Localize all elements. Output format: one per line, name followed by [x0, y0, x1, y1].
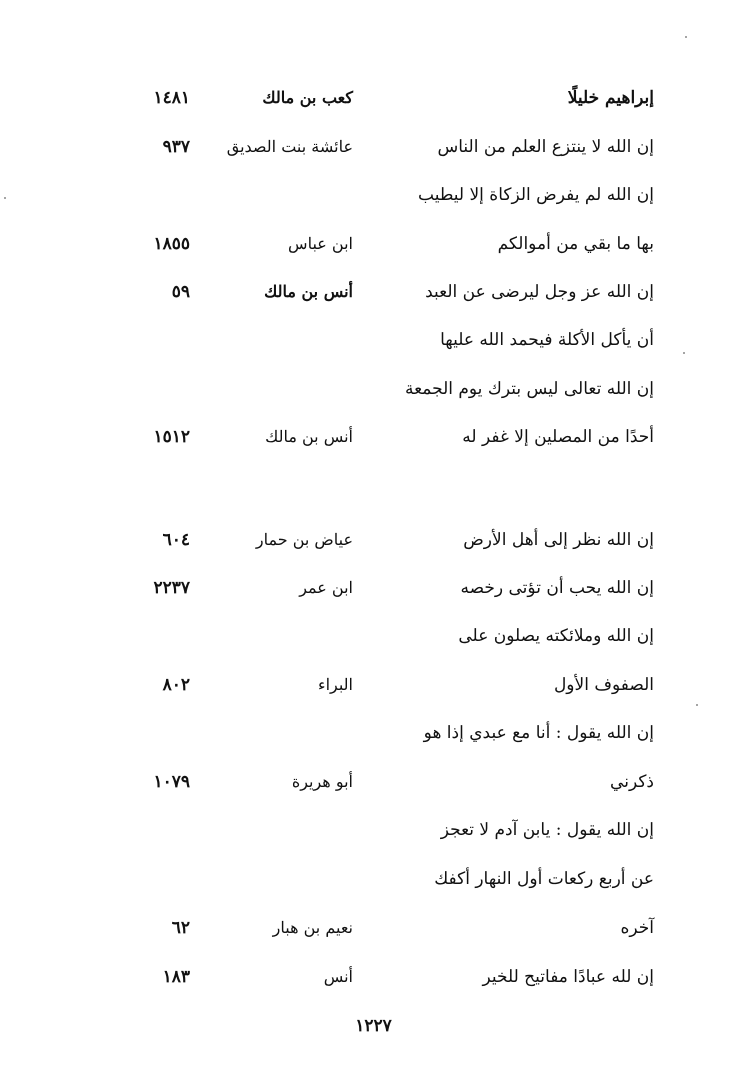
hadith-text: إن الله يقول : يابن آدم لا تعجز: [440, 820, 654, 840]
index-row: [0, 325, 747, 365]
index-row: [0, 913, 747, 953]
hadith-text: إن الله يقول : أنا مع عبدي إذا هو: [423, 723, 654, 743]
narrator-name: ابن عمر: [299, 578, 353, 597]
index-row: [0, 525, 747, 565]
hadith-text: بها ما بقي من أموالكم: [497, 234, 654, 254]
hadith-number: ١٤٨١: [153, 88, 190, 108]
index-row: [0, 621, 747, 661]
hadith-number: ٦٠٤: [162, 530, 190, 550]
hadith-text: إن الله عز وجل ليرضى عن العبد: [425, 282, 654, 302]
narrator-name: عياض بن حمار: [255, 530, 353, 549]
narrator-name: عائشة بنت الصديق: [226, 137, 353, 156]
hadith-text: ذكرني: [610, 772, 654, 792]
scan-speck: [683, 352, 685, 354]
index-row: [0, 132, 747, 172]
hadith-text: إبراهيم خليلًا: [567, 88, 654, 108]
hadith-number: ٢٢٣٧: [153, 578, 190, 598]
narrator-name: ابن عباس: [288, 234, 353, 253]
hadith-number: ٩٣٧: [162, 137, 190, 157]
index-row: [0, 670, 747, 710]
index-row: [0, 374, 747, 414]
hadith-text: إن الله لا ينتزع العلم من الناس: [437, 137, 654, 157]
index-row: [0, 277, 747, 317]
hadith-number: ٨٠٢: [162, 675, 190, 695]
hadith-text: أحدًا من المصلين إلا غفر له: [462, 427, 654, 447]
index-row: [0, 767, 747, 807]
hadith-text: إن لله عبادًا مفاتيح للخير: [482, 967, 654, 987]
hadith-number: ١٥١٢: [153, 427, 190, 447]
index-row: [0, 573, 747, 613]
scan-speck: [696, 704, 698, 706]
index-row: [0, 815, 747, 855]
hadith-text: أن يأكل الأكلة فيحمد الله عليها: [440, 330, 654, 350]
index-row: [0, 229, 747, 269]
hadith-number: ٥٩: [171, 282, 190, 302]
index-row: [0, 180, 747, 220]
scan-speck: [4, 197, 6, 199]
index-row: [0, 962, 747, 1002]
scan-speck: [685, 36, 687, 38]
hadith-number: ٦٢: [171, 918, 190, 938]
hadith-number: ١٠٧٩: [153, 772, 190, 792]
narrator-name: البراء: [318, 675, 353, 694]
index-row: [0, 83, 747, 123]
hadith-number: ١٨٥٥: [153, 234, 190, 254]
narrator-name: أنس: [323, 967, 353, 986]
hadith-text: إن الله لم يفرض الزكاة إلا ليطيب: [418, 185, 654, 205]
index-row: [0, 718, 747, 758]
index-row: [0, 864, 747, 904]
hadith-text: الصفوف الأول: [553, 675, 654, 695]
hadith-text: عن أربع ركعات أول النهار أكفك: [434, 869, 654, 889]
narrator-name: أنس بن مالك: [265, 427, 353, 446]
hadith-text: آخره: [620, 918, 654, 938]
narrator-name: كعب بن مالك: [262, 88, 353, 107]
hadith-text: إن الله تعالى ليس بترك يوم الجمعة: [404, 379, 654, 399]
narrator-name: نعيم بن هبار: [272, 918, 353, 937]
hadith-text: إن الله نظر إلى أهل الأرض: [463, 530, 654, 550]
hadith-text: إن الله وملائكته يصلون على: [458, 626, 654, 646]
hadith-number: ١٨٣: [162, 967, 190, 987]
hadith-text: إن الله يحب أن تؤتى رخصه: [460, 578, 654, 598]
narrator-name: أنس بن مالك: [264, 282, 353, 301]
page-number: ١٢٢٧: [355, 1016, 392, 1036]
narrator-name: أبو هريرة: [291, 772, 353, 791]
index-row: [0, 422, 747, 462]
